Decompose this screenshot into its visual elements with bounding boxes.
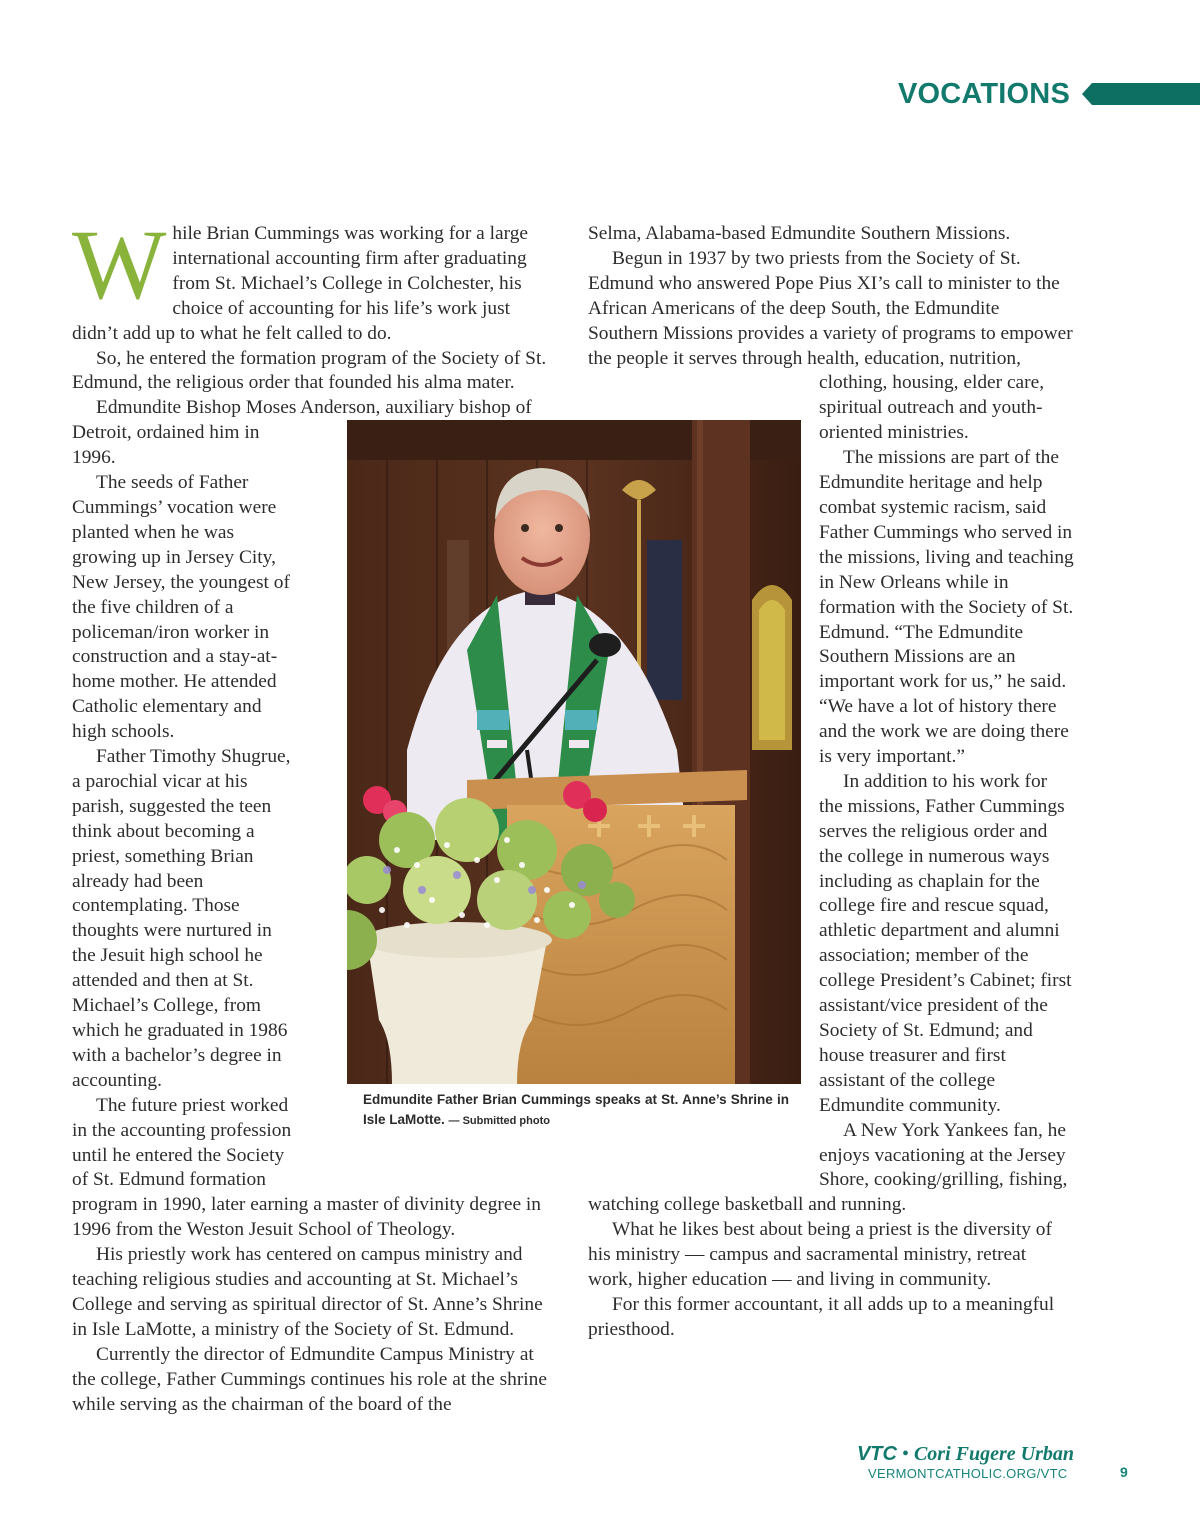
page-number: 9 xyxy=(1120,1464,1128,1480)
paragraph: What he likes best about being a priest is the diversity of his ministry — campus and sacramental ministry, retreat work, higher education — and living in community. xyxy=(588,1219,1052,1291)
paragraph: The seeds of Father Cummings’ vocation were planted when he was growing up in Jersey City, New Jersey, the youngest of the five children of a policeman/iron worker in construction and a stay-at-home mother. He attended Catholic elementary and high schools. xyxy=(72,472,290,743)
section-title: VOCATIONS xyxy=(897,78,1070,110)
photo-credit: — Submitted photo xyxy=(448,1115,550,1127)
byline-author: Cori Fugere Urban xyxy=(913,1443,1074,1465)
paragraph: His priestly work has centered on campus ministry and teaching religious studies and accounting at St. Michael’s College and serving as spiritual director of St. Anne’s Shrine in Isle LaMotte, a ministry of the Society of St. Edmund. xyxy=(72,1244,543,1340)
paragraph: The missions are part of the Edmundite heritage and help combat systemic racism, said Father Cummings who served in the missions, living and teaching in New Orleans while in formation with the Society of St. Edmund. “The Edmundite Southern Missions are an important work for us,” he said. “We have a lot of history there and the work we are doing there is very important.” xyxy=(819,447,1074,768)
paragraph: Begun in 1937 by two priests from the Society of St. Edmund who answered Pope Pius XI’s call to minister to the African Americans of the deep South, the Edmundite Southern Missions provides a variety of programs to empower the people it serves through health, education, nutrition, clothing, housing, elder care, spiritual outreach and youth-oriented ministries. xyxy=(588,247,1073,444)
article-photo xyxy=(347,420,801,1084)
drop-cap: W xyxy=(72,209,167,320)
photo-illustration xyxy=(347,420,801,1084)
paragraph: hile Brian Cummings was working for a large international accounting firm after graduating from St. Michael’s College in Colchester, his choice of accounting for his life’s work just didn’t add up to what he felt called to do. xyxy=(72,223,529,344)
paragraph: A New York Yankees fan, he enjoys vacationing at the Jersey Shore, cooking/grilling, fishing, watching college basketball and running. xyxy=(588,1119,1068,1216)
paragraph: For this former accountant, it all adds up to a meaningful priesthood. xyxy=(588,1293,1055,1340)
byline-separator: • xyxy=(901,1443,909,1465)
section-tab-shape xyxy=(1082,83,1200,105)
paragraph: Edmundite Bishop Moses Anderson, auxiliary bishop of Detroit, ordained him in 1996. xyxy=(72,397,532,469)
byline xyxy=(857,1443,1074,1466)
paragraph: So, he entered the formation program of the Society of St. Edmund, the religious order that founded his alma mater. xyxy=(72,347,547,394)
paragraph: Currently the director of Edmundite Campus Ministry at the college, Father Cummings continues his role at the shrine while serving as the chairman of the board of the xyxy=(72,1343,547,1415)
caption-text: Edmundite Father Brian Cummings speaks at St. Anne’s Shrine in Isle LaMotte. xyxy=(363,1092,789,1127)
paragraph: The future priest worked in the accounting profession until he entered the Society of St. Edmund formation program in 1990, later earning a master of divinity degree in 1996 from the Weston Jesuit School of Theology. xyxy=(72,1094,541,1241)
section-header xyxy=(898,74,1200,114)
paragraph: In addition to his work for the missions, Father Cummings serves the religious order and the college in numerous ways including as chaplain for the college fire and rescue squad, athletic department and alumni association; member of the college President’s Cabinet; first assistant/vice president of the Society of St. Edmund; and house treasurer and first assistant of the college Edmundite community. xyxy=(819,770,1072,1116)
paragraph: Selma, Alabama-based Edmundite Southern Missions. xyxy=(588,223,1011,244)
photo-caption xyxy=(363,1090,789,1131)
footer-url[interactable]: VERMONTCATHOLIC.ORG/VTC xyxy=(868,1466,1068,1481)
paragraph: Father Timothy Shugrue, a parochial vicar at his parish, suggested the teen think about becoming a priest, something Brian already had been contemplating. Those thoughts were nurtured in the Jesuit high school he attended and then at St. Michael’s College, from which he graduated in 1986 with a bachelor’s degree in accounting. xyxy=(72,746,291,1091)
byline-publication: VTC xyxy=(856,1443,897,1465)
